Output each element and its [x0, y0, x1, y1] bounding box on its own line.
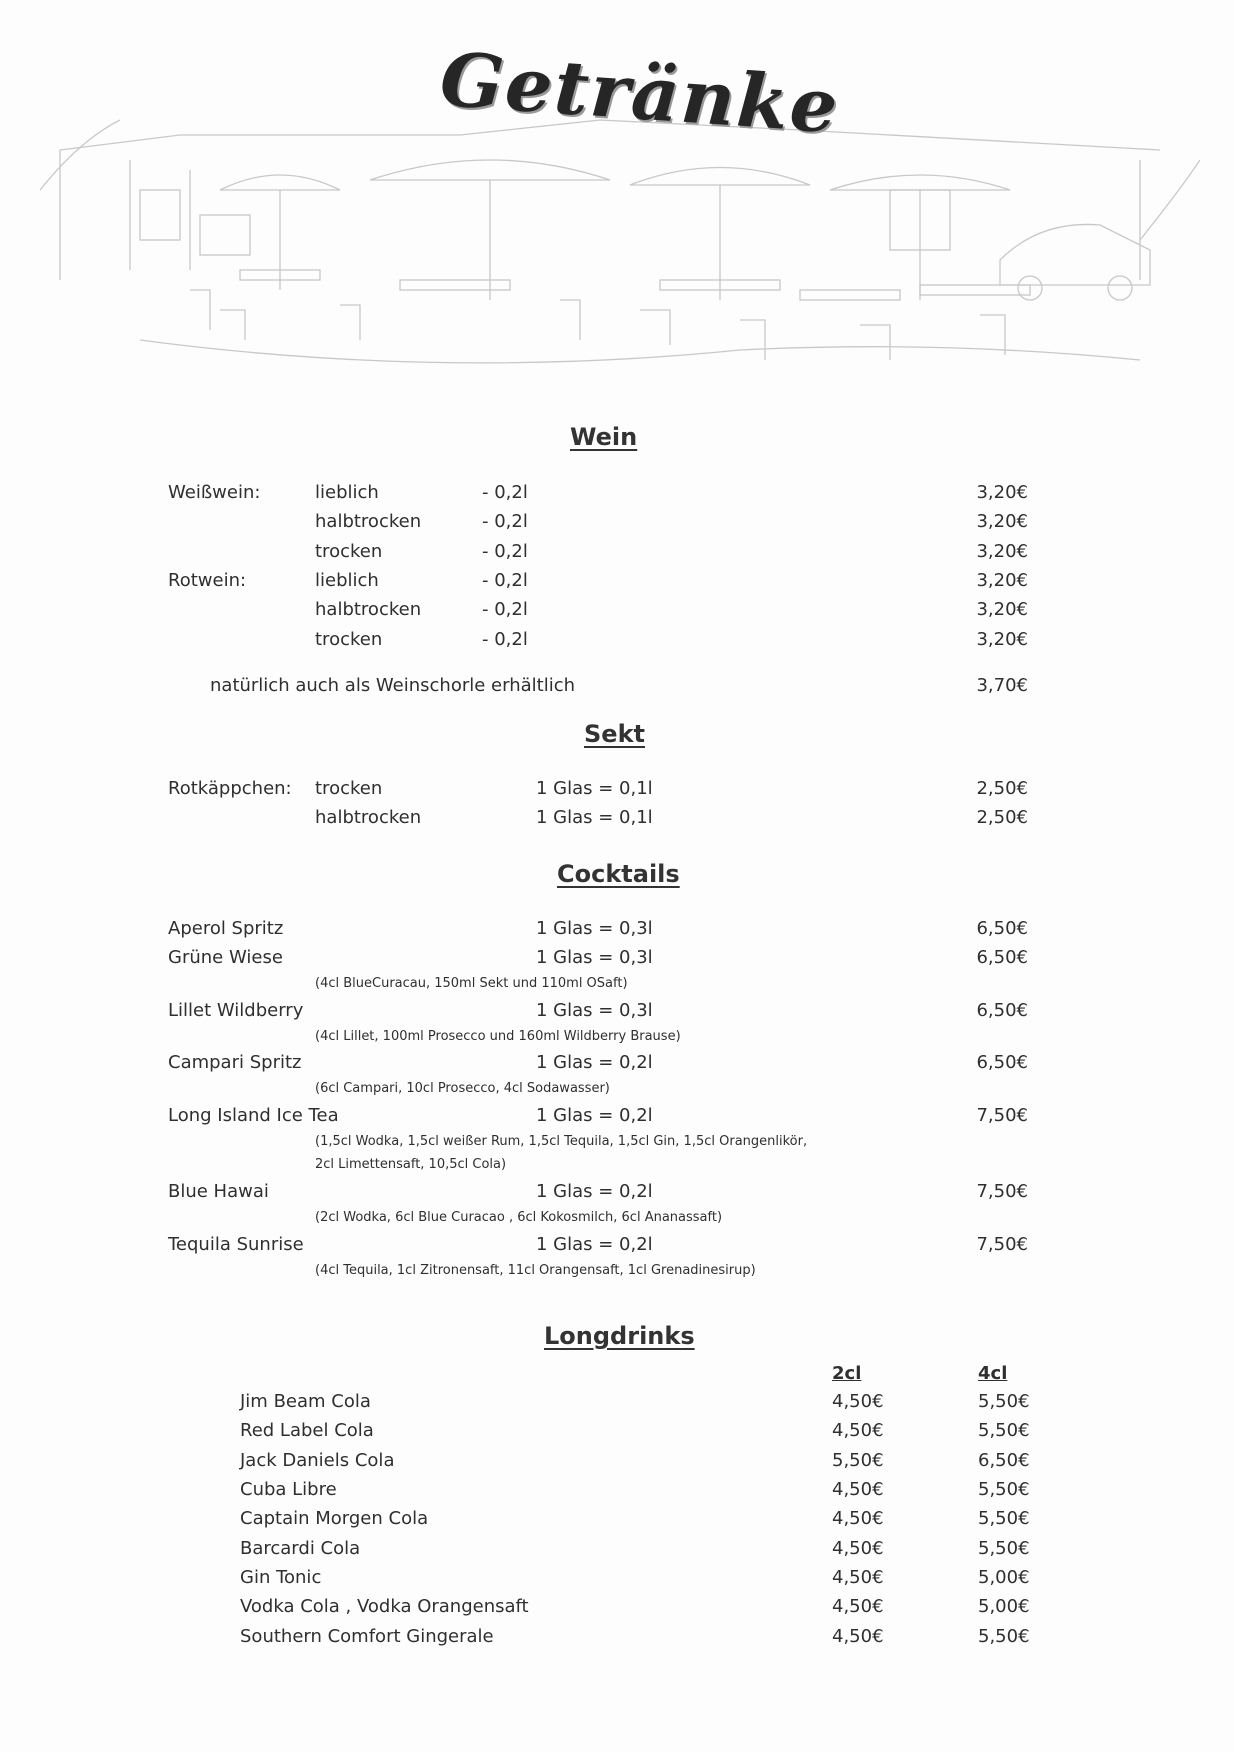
longdrink-name: Cuba Libre — [240, 1479, 337, 1500]
sekt-volume: 1 Glas = 0,1l — [536, 778, 653, 799]
longdrink-price-2cl: 5,50€ — [832, 1450, 884, 1471]
longdrink-price-4cl: 5,50€ — [978, 1391, 1030, 1412]
cocktail-price: 6,50€ — [976, 1000, 1028, 1021]
cocktail-volume: 1 Glas = 0,2l — [536, 1105, 653, 1126]
sekt-type: halbtrocken — [315, 807, 422, 828]
wine-type: halbtrocken — [315, 511, 422, 532]
cocktail-ingredients: (1,5cl Wodka, 1,5cl weißer Rum, 1,5cl Tequila, 1,5cl Gin, 1,5cl Orangenlikör, — [315, 1134, 808, 1149]
weinschorle-price: 3,70€ — [976, 675, 1028, 696]
cocktail-price: 6,50€ — [976, 947, 1028, 968]
wine-price: 3,20€ — [976, 599, 1028, 620]
wine-price: 3,20€ — [976, 511, 1028, 532]
sekt-volume: 1 Glas = 0,1l — [536, 807, 653, 828]
section-title-longdrinks: Longdrinks — [544, 1322, 695, 1350]
longdrink-price-4cl: 5,50€ — [978, 1538, 1030, 1559]
menu-title: Getränke — [437, 36, 843, 151]
longdrink-price-2cl: 4,50€ — [832, 1508, 884, 1529]
longdrink-price-2cl: 4,50€ — [832, 1567, 884, 1588]
cocktail-name: Campari Spritz — [168, 1052, 302, 1073]
longdrink-price-4cl: 5,00€ — [978, 1596, 1030, 1617]
wine-volume: - 0,2l — [482, 482, 528, 503]
cocktail-price: 7,50€ — [976, 1234, 1028, 1255]
wine-volume: - 0,2l — [482, 599, 528, 620]
cocktail-price: 7,50€ — [976, 1181, 1028, 1202]
cocktail-volume: 1 Glas = 0,3l — [536, 1000, 653, 1021]
wine-price: 3,20€ — [976, 541, 1028, 562]
longdrink-price-4cl: 5,50€ — [978, 1420, 1030, 1441]
weinschorle-note: natürlich auch als Weinschorle erhältlich — [210, 675, 576, 696]
longdrink-name: Vodka Cola , Vodka Orangensaft — [240, 1596, 529, 1617]
cocktail-volume: 1 Glas = 0,3l — [536, 947, 653, 968]
wine-volume: - 0,2l — [482, 511, 528, 532]
sekt-category: Rotkäppchen: — [168, 778, 292, 799]
wine-type: lieblich — [315, 570, 379, 591]
longdrink-name: Red Label Cola — [240, 1420, 374, 1441]
section-title-cocktails: Cocktails — [557, 860, 680, 888]
wine-price: 3,20€ — [976, 570, 1028, 591]
cocktail-ingredients: (6cl Campari, 10cl Prosecco, 4cl Sodawasser) — [315, 1081, 610, 1096]
longdrink-price-4cl: 5,50€ — [978, 1508, 1030, 1529]
longdrink-price-4cl: 5,00€ — [978, 1567, 1030, 1588]
wine-volume: - 0,2l — [482, 541, 528, 562]
wine-type: lieblich — [315, 482, 379, 503]
longdrink-name: Barcardi Cola — [240, 1538, 361, 1559]
longdrink-col-2cl: 2cl — [832, 1363, 862, 1384]
cocktail-volume: 1 Glas = 0,2l — [536, 1052, 653, 1073]
cocktail-volume: 1 Glas = 0,2l — [536, 1234, 653, 1255]
wine-category: Weißwein: — [168, 482, 261, 503]
longdrink-name: Captain Morgen Cola — [240, 1508, 429, 1529]
longdrink-price-2cl: 4,50€ — [832, 1596, 884, 1617]
wine-category: Rotwein: — [168, 570, 247, 591]
longdrink-price-2cl: 4,50€ — [832, 1391, 884, 1412]
sekt-type: trocken — [315, 778, 383, 799]
cocktail-price: 6,50€ — [976, 918, 1028, 939]
wine-price: 3,20€ — [976, 482, 1028, 503]
longdrink-price-2cl: 4,50€ — [832, 1479, 884, 1500]
longdrink-price-2cl: 4,50€ — [832, 1538, 884, 1559]
cocktail-volume: 1 Glas = 0,3l — [536, 918, 653, 939]
cocktail-volume: 1 Glas = 0,2l — [536, 1181, 653, 1202]
cocktail-name: Grüne Wiese — [168, 947, 283, 968]
longdrink-price-4cl: 5,50€ — [978, 1479, 1030, 1500]
longdrink-price-4cl: 6,50€ — [978, 1450, 1030, 1471]
longdrink-name: Jack Daniels Cola — [240, 1450, 395, 1471]
cocktail-name: Long Island Ice Tea — [168, 1105, 339, 1126]
longdrink-name: Jim Beam Cola — [240, 1391, 371, 1412]
sekt-price: 2,50€ — [976, 778, 1028, 799]
cocktail-ingredients: (2cl Wodka, 6cl Blue Curacao , 6cl Kokosmilch, 6cl Ananassaft) — [315, 1210, 723, 1225]
cocktail-name: Tequila Sunrise — [168, 1234, 304, 1255]
wine-type: halbtrocken — [315, 599, 422, 620]
longdrink-price-2cl: 4,50€ — [832, 1420, 884, 1441]
wine-volume: - 0,2l — [482, 629, 528, 650]
cocktail-name: Aperol Spritz — [168, 918, 284, 939]
cocktail-ingredients: (4cl Lillet, 100ml Prosecco und 160ml Wildberry Brause) — [315, 1029, 681, 1044]
cocktail-price: 7,50€ — [976, 1105, 1028, 1126]
longdrink-price-2cl: 4,50€ — [832, 1626, 884, 1647]
wine-volume: - 0,2l — [482, 570, 528, 591]
longdrink-name: Southern Comfort Gingerale — [240, 1626, 494, 1647]
wine-price: 3,20€ — [976, 629, 1028, 650]
cocktail-name: Lillet Wildberry — [168, 1000, 304, 1021]
cocktail-name: Blue Hawai — [168, 1181, 269, 1202]
longdrink-price-4cl: 5,50€ — [978, 1626, 1030, 1647]
longdrink-name: Gin Tonic — [240, 1567, 322, 1588]
cocktail-ingredients: 2cl Limettensaft, 10,5cl Cola) — [315, 1157, 507, 1172]
cocktail-ingredients: (4cl Tequila, 1cl Zitronensaft, 11cl Orangensaft, 1cl Grenadinesirup) — [315, 1263, 756, 1278]
wine-type: trocken — [315, 629, 383, 650]
section-title-sekt: Sekt — [584, 720, 645, 748]
sekt-price: 2,50€ — [976, 807, 1028, 828]
cocktail-price: 6,50€ — [976, 1052, 1028, 1073]
wine-type: trocken — [315, 541, 383, 562]
longdrink-col-4cl: 4cl — [978, 1363, 1008, 1384]
section-title-wein: Wein — [570, 423, 638, 451]
cocktail-ingredients: (4cl BlueCuracau, 150ml Sekt und 110ml OSaft) — [315, 976, 628, 991]
